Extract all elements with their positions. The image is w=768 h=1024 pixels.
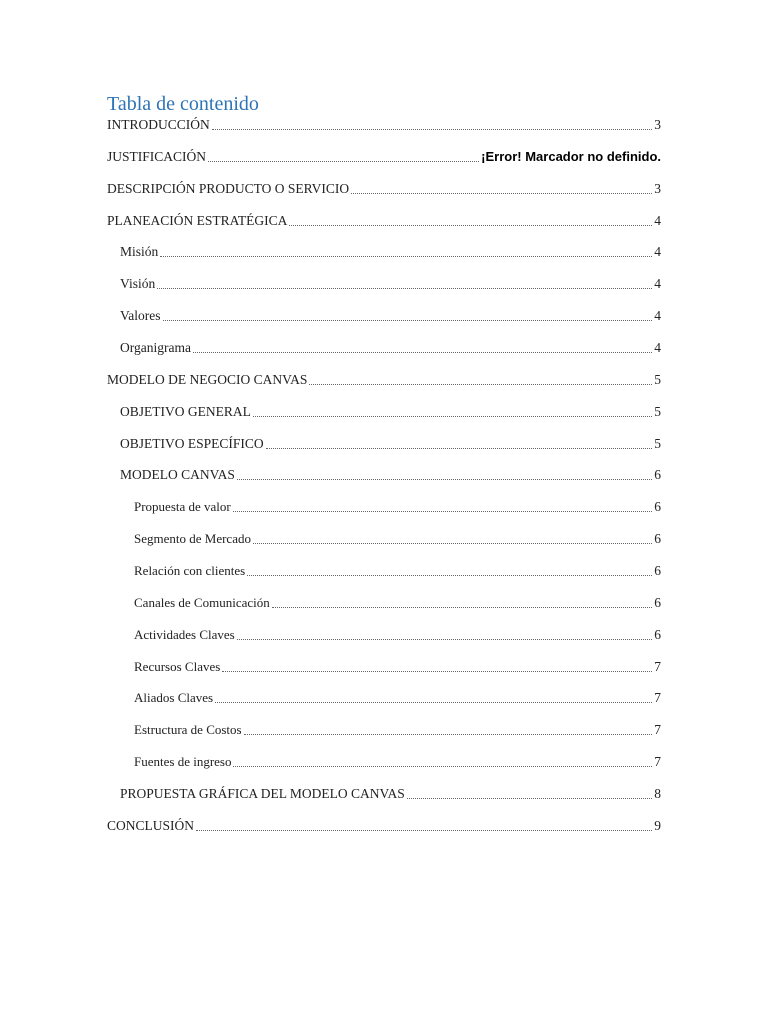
dot-leader <box>160 256 652 257</box>
dot-leader <box>215 702 652 703</box>
toc-entry-label: Fuentes de ingreso <box>134 754 232 769</box>
toc-entry-page: 7 <box>654 754 661 769</box>
dot-leader <box>196 830 652 831</box>
toc-entry-modelo-negocio-canvas[interactable] <box>107 369 661 389</box>
toc-entry-label: PROPUESTA GRÁFICA DEL MODELO CANVAS <box>120 785 405 801</box>
toc-entry-page: 6 <box>654 499 661 515</box>
toc-entry-page: 7 <box>654 690 661 706</box>
dot-leader <box>289 225 652 226</box>
toc-entry-page: 4 <box>654 308 661 324</box>
dot-leader <box>407 798 653 799</box>
toc-entry-label: OBJETIVO ESPECÍFICO <box>120 435 264 451</box>
toc-entry-page: 7 <box>654 722 661 738</box>
dot-leader <box>193 352 652 353</box>
toc-entry-page: 6 <box>654 531 661 546</box>
dot-leader <box>233 766 652 767</box>
toc-entry-label: Canales de Comunicación <box>134 594 270 610</box>
toc-entry-planeacion[interactable] <box>107 210 661 230</box>
toc-entry-page: 7 <box>654 658 661 674</box>
toc-entry-page: 4 <box>654 212 661 228</box>
toc-entry-mision[interactable] <box>120 241 661 261</box>
dot-leader <box>244 734 653 735</box>
toc-entry-justificacion[interactable] <box>107 146 661 166</box>
toc-entry-label: Segmento de Mercado <box>134 531 251 546</box>
dot-leader <box>237 479 652 480</box>
dot-leader <box>272 607 653 608</box>
toc-entry-segmento-de-mercado[interactable] <box>134 528 661 548</box>
toc-entry-page: 6 <box>654 626 661 642</box>
toc-entry-label: JUSTIFICACIÓN <box>107 148 207 164</box>
dot-leader <box>233 511 652 512</box>
toc-entry-page: 5 <box>654 403 661 419</box>
toc-entry-label: INTRODUCCIÓN <box>107 117 210 132</box>
toc-entry-descripcion[interactable] <box>107 178 661 198</box>
toc-entry-page: 8 <box>654 785 661 801</box>
toc-entry-page: 5 <box>654 435 661 451</box>
dot-leader <box>212 129 653 130</box>
toc-entry-label: CONCLUSIÓN <box>107 817 195 833</box>
dot-leader <box>351 193 652 194</box>
toc-entry-label: DESCRIPCIÓN PRODUCTO O SERVICIO <box>107 180 350 196</box>
toc-entry-label: Propuesta de valor <box>134 499 231 515</box>
toc-entry-label: Estructura de Costos <box>134 722 242 738</box>
toc-entry-actividades-claves[interactable] <box>134 624 661 644</box>
toc-entry-page: 6 <box>654 594 661 610</box>
toc-entry-label: Visión <box>120 276 156 292</box>
dot-leader <box>222 671 652 672</box>
dot-leader <box>157 288 652 289</box>
toc-entry-propuesta-de-valor[interactable] <box>134 496 661 516</box>
toc-title: Tabla de contenido <box>107 93 259 115</box>
toc-entry-recursos-claves[interactable] <box>134 656 661 676</box>
toc-entry-modelo-canvas[interactable] <box>120 464 661 484</box>
toc-entry-page: 6 <box>654 467 661 483</box>
dot-leader <box>247 575 652 576</box>
toc-entry-aliados-claves[interactable] <box>134 687 661 707</box>
dot-leader <box>266 448 653 449</box>
toc-entry-conclusion[interactable] <box>107 815 661 835</box>
toc-entry-page: 6 <box>654 562 661 578</box>
toc-entry-label: MODELO CANVAS <box>120 467 235 483</box>
toc-entry-canales-de-comunicacion[interactable] <box>134 592 661 612</box>
dot-leader <box>309 384 652 385</box>
toc-entry-valores[interactable] <box>120 305 661 325</box>
dot-leader <box>237 639 653 640</box>
toc-entry-label: MODELO DE NEGOCIO CANVAS <box>107 371 308 387</box>
toc-entry-label: Organigrama <box>120 340 191 355</box>
toc-entry-objetivo-general[interactable] <box>120 401 661 421</box>
toc-entry-page: 4 <box>654 276 661 292</box>
toc-entry-page: 4 <box>654 340 661 355</box>
toc-entry-page: 3 <box>654 180 661 196</box>
dot-leader <box>208 161 479 162</box>
toc-entry-introduccion[interactable] <box>107 114 661 134</box>
toc-entry-fuentes-de-ingreso[interactable] <box>134 751 661 771</box>
dot-leader <box>253 416 652 417</box>
toc-entry-label: PLANEACIÓN ESTRATÉGICA <box>107 212 288 228</box>
toc-entry-vision[interactable] <box>120 273 661 293</box>
toc-entry-label: Recursos Claves <box>134 658 221 674</box>
toc-entry-objetivo-especifico[interactable] <box>120 433 661 453</box>
toc-entry-label: Actividades Claves <box>134 626 235 642</box>
toc-entry-label: Valores <box>120 308 161 324</box>
dot-leader <box>163 320 653 321</box>
toc-entry-label: Aliados Claves <box>134 690 214 706</box>
toc-entry-page: 3 <box>654 117 661 132</box>
toc-entry-page: 5 <box>654 371 661 387</box>
toc-entry-label: OBJETIVO GENERAL <box>120 403 251 419</box>
toc-entry-label: Relación con clientes <box>134 562 246 578</box>
toc-entry-organigrama[interactable] <box>120 337 661 357</box>
toc-entry-label: Misión <box>120 244 159 260</box>
toc-entry-propuesta-grafica[interactable] <box>120 783 661 803</box>
toc-entry-estructura-de-costos[interactable] <box>134 719 661 739</box>
toc-entry-relacion-con-clientes[interactable] <box>134 560 661 580</box>
dot-leader <box>253 543 652 544</box>
toc-entry-page: 4 <box>654 244 661 260</box>
toc-entry-page: 9 <box>654 817 661 833</box>
toc-entry-bookmark-error: ¡Error! Marcador no definido. <box>481 148 661 164</box>
